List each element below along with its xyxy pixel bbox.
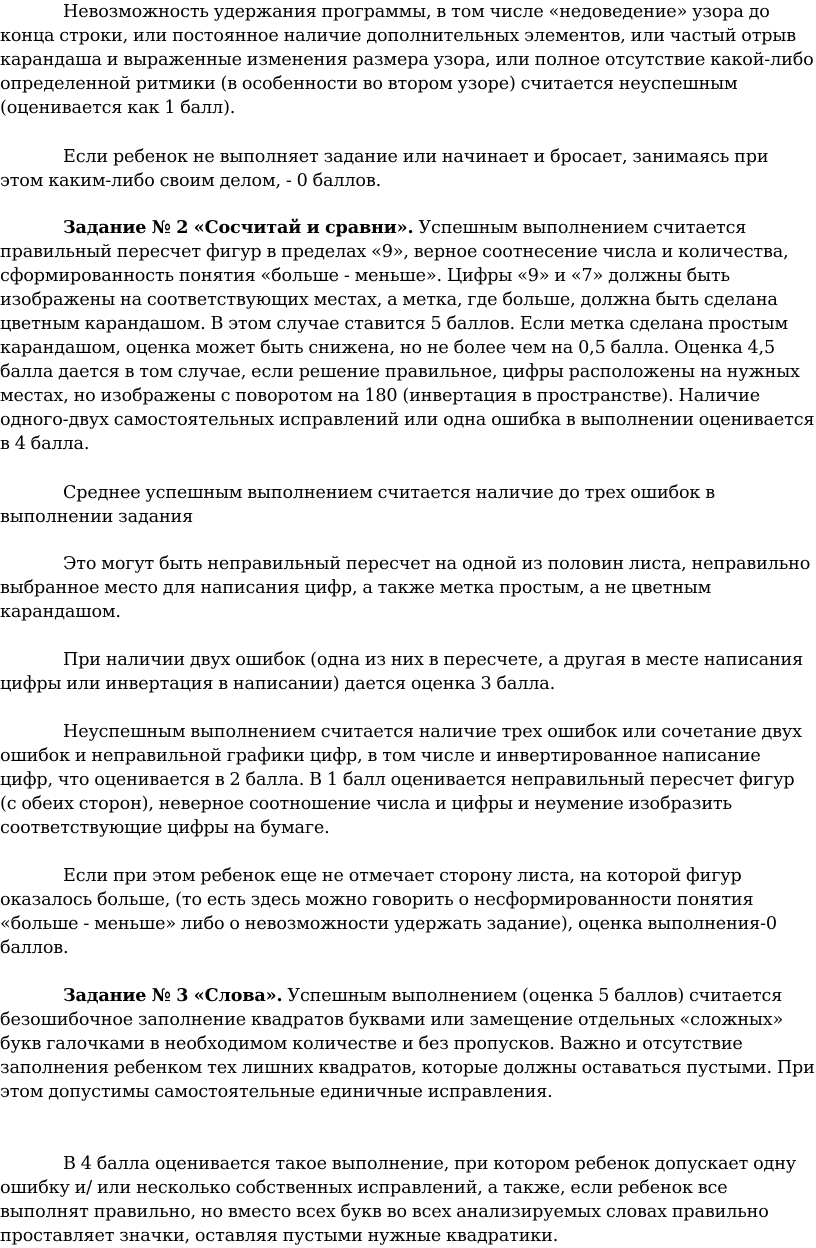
paragraph-2-text: Если ребенок не выполняет задание или начинает и бросает, занимаясь при этом каким-либо своим делом, - 0 баллов. bbox=[0, 147, 769, 191]
paragraph-6-three-points bbox=[0, 648, 815, 696]
paragraph-5-text: Это могут быть неправильный пересчет на одной из половин листа, неправильно выбранное место для написания цифр, а также метка простым, а не цветным карандашом. bbox=[0, 554, 811, 622]
paragraph-5-error-examples bbox=[0, 552, 815, 624]
paragraph-4-average-success bbox=[0, 481, 815, 529]
task-2-heading: Задание № 2 «Сосчитай и сравни». bbox=[63, 217, 414, 238]
paragraph-3-task-2 bbox=[0, 216, 815, 456]
paragraph-7-unsuccessful bbox=[0, 720, 815, 840]
paragraph-1-program-retention bbox=[0, 0, 815, 120]
task-3-heading: Задание № 3 «Слова». bbox=[63, 985, 283, 1006]
paragraph-4-text: Среднее успешным выполнением считается наличие до трех ошибок в выполнении задания bbox=[0, 483, 715, 527]
paragraph-1-text: Невозможность удержания программы, в том числе «недоведение» узора до конца строки, или постоянное наличие дополнительных элементов, или частый отрыв карандаша и выраженные изменения размера узора, или полное отсутствие какой-либо определенной ритмики (в особенности во втором узоре) считается неуспешным (оценивается как 1 балл). bbox=[0, 2, 814, 118]
paragraph-9-text: Успешным выполнением (оценка 5 баллов) считается безошибочное заполнение квадратов буквами или замещение отдельных «сложных» букв галочками в необходимом количестве и без пропусков. Важно и отсутствие заполнения ребенком тех лишних квадратов, которые должны оставаться пустыми. При этом допустимы самостоятельные единичные исправления. bbox=[0, 986, 815, 1102]
paragraph-2-zero-points bbox=[0, 145, 815, 193]
paragraph-3-text: Успешным выполнением считается правильный пересчет фигур в пределах «9», верное соотнесение числа и количества, сформированность понятия «больше - меньше». Цифры «9» и «7» должны быть изображены на соответствующих местах, а метка, где больше, должна быть сделана цветным карандашом. В этом случае ставится 5 баллов. Если метка сделана простым карандашом, оценка может быть снижена, но не более чем на 0,5 балла. Оценка 4,5 балла дается в том случае, если решение правильное, цифры расположены на нужных местах, но изображены с поворотом на 180 (инвертация в пространстве). Наличие одного-двух самостоятельных исправлений или одна ошибка в выполнении оценивается в 4 балла. bbox=[0, 218, 815, 454]
paragraph-8-side-marking bbox=[0, 864, 815, 960]
paragraph-6-text: При наличии двух ошибок (одна из них в пересчете, а другая в месте написания цифры или инвертация в написании) дается оценка 3 балла. bbox=[0, 650, 804, 694]
paragraph-8-text: Если при этом ребенок еще не отмечает сторону листа, на которой фигур оказалось больше, (то есть здесь можно говорить о несформированности понятия «больше - меньше» либо о невозможности удержать задание), оценка выполнения-0 баллов. bbox=[0, 866, 777, 958]
paragraph-10-text: В 4 балла оценивается такое выполнение, при котором ребенок допускает одну ошибку и/ или несколько собственных исправлений, а также, если ребенок все выполнят правильно, но вместо всех букв во всех анализируемых словах правильно проставляет значки, оставляя пустыми нужные квадратики. bbox=[0, 1154, 797, 1246]
paragraph-10-four-points bbox=[0, 1152, 815, 1248]
paragraph-9-task-3 bbox=[0, 984, 815, 1104]
paragraph-7-text: Неуспешным выполнением считается наличие трех ошибок или сочетание двух ошибок и неправильной графики цифр, в том числе и инвертированное написание цифр, что оценивается в 2 балла. В 1 балл оценивается неправильный пересчет фигур (с обеих сторон), неверное соотношение числа и цифры и неумение изобразить соответствующие цифры на бумаге. bbox=[0, 722, 802, 838]
